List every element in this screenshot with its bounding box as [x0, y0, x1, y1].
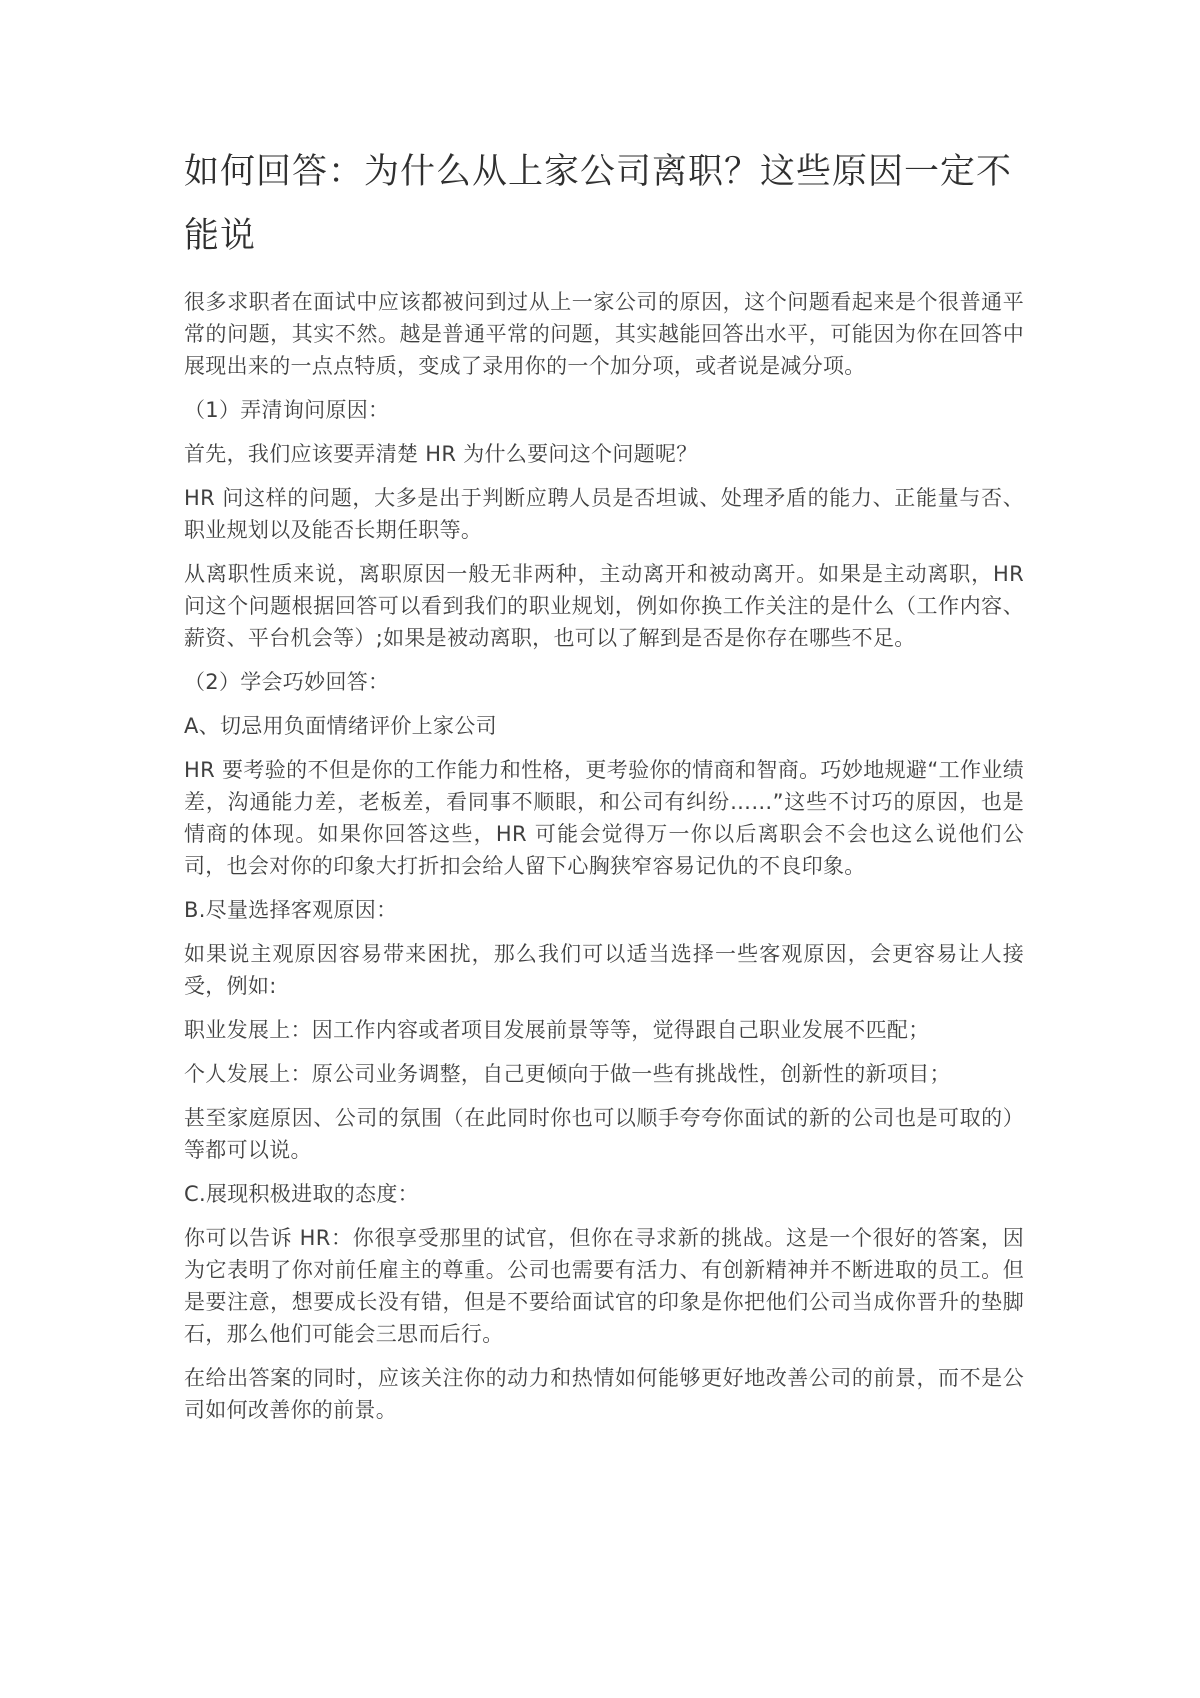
- paragraph: 从离职性质来说，离职原因一般无非两种，主动离开和被动离开。如果是主动离职，HR 问这个问题根据回答可以看到我们的职业规划，例如你换工作关注的是什么（工作内容、薪资、平台机会等）;如果是被动离职，也可以了解到是否是你存在哪些不足。: [184, 562, 1024, 650]
- paragraph-intro: 很多求职者在面试中应该都被问到过从上一家公司的原因，这个问题看起来是个很普通平常的问题，其实不然。越是普通平常的问题，其实越能回答出水平，可能因为你在回答中展现出来的一点点特质，变成了录用你的一个加分项，或者说是减分项。: [184, 290, 1024, 378]
- article-title: 如何回答：为什么从上家公司离职？这些原因一定不能说: [184, 152, 1013, 256]
- paragraph: HR 要考验的不但是你的工作能力和性格，更考验你的情商和智商。巧妙地规避“工作业绩差，沟通能力差，老板差，看同事不顺眼，和公司有纠纷……”这些不讨巧的原因，也是情商的体现。如果你回答这些，HR 可能会觉得万一你以后离职会不会也这么说他们公司，也会对你的印象大打折扣会给人留下心胸狭窄容易记仇的不良印象。: [184, 758, 1024, 878]
- section-heading-2: （2）学会巧妙回答：: [184, 670, 390, 694]
- subheading-a: A、切忌用负面情绪评价上家公司: [184, 714, 497, 738]
- paragraph: HR 问这样的问题，大多是出于判断应聘人员是否坦诚、处理矛盾的能力、正能量与否、职业规划以及能否长期任职等。: [184, 486, 1024, 542]
- paragraph: 如果说主观原因容易带来困扰，那么我们可以适当选择一些客观原因，会更容易让人接受，例如:: [184, 942, 1024, 998]
- subheading-c: C.展现积极进取的态度：: [184, 1182, 419, 1206]
- paragraph: 甚至家庭原因、公司的氛围（在此同时你也可以顺手夸夸你面试的新的公司也是可取的）等都可以说。: [184, 1106, 1024, 1162]
- article: [184, 140, 1024, 1426]
- subheading-b: B.尽量选择客观原因：: [184, 898, 398, 922]
- paragraph: 职业发展上：因工作内容或者项目发展前景等等，觉得跟自己职业发展不匹配；: [184, 1018, 930, 1042]
- paragraph: 个人发展上：原公司业务调整，自己更倾向于做一些有挑战性，创新性的新项目；: [184, 1062, 951, 1086]
- paragraph: 你可以告诉 HR：你很享受那里的试官，但你在寻求新的挑战。这是一个很好的答案，因为它表明了你对前任雇主的尊重。公司也需要有活力、有创新精神并不断进取的员工。但是要注意，想要成长没有错，但是不要给面试官的印象是你把他们公司当成你晋升的垫脚石，那么他们可能会三思而后行。: [184, 1226, 1024, 1346]
- section-heading-1: （1）弄清询问原因：: [184, 398, 390, 422]
- paragraph-conclusion: 在给出答案的同时，应该关注你的动力和热情如何能够更好地改善公司的前景，而不是公司如何改善你的前景。: [184, 1366, 1024, 1422]
- paragraph: 首先，我们应该要弄清楚 HR 为什么要问这个问题呢？: [184, 442, 698, 466]
